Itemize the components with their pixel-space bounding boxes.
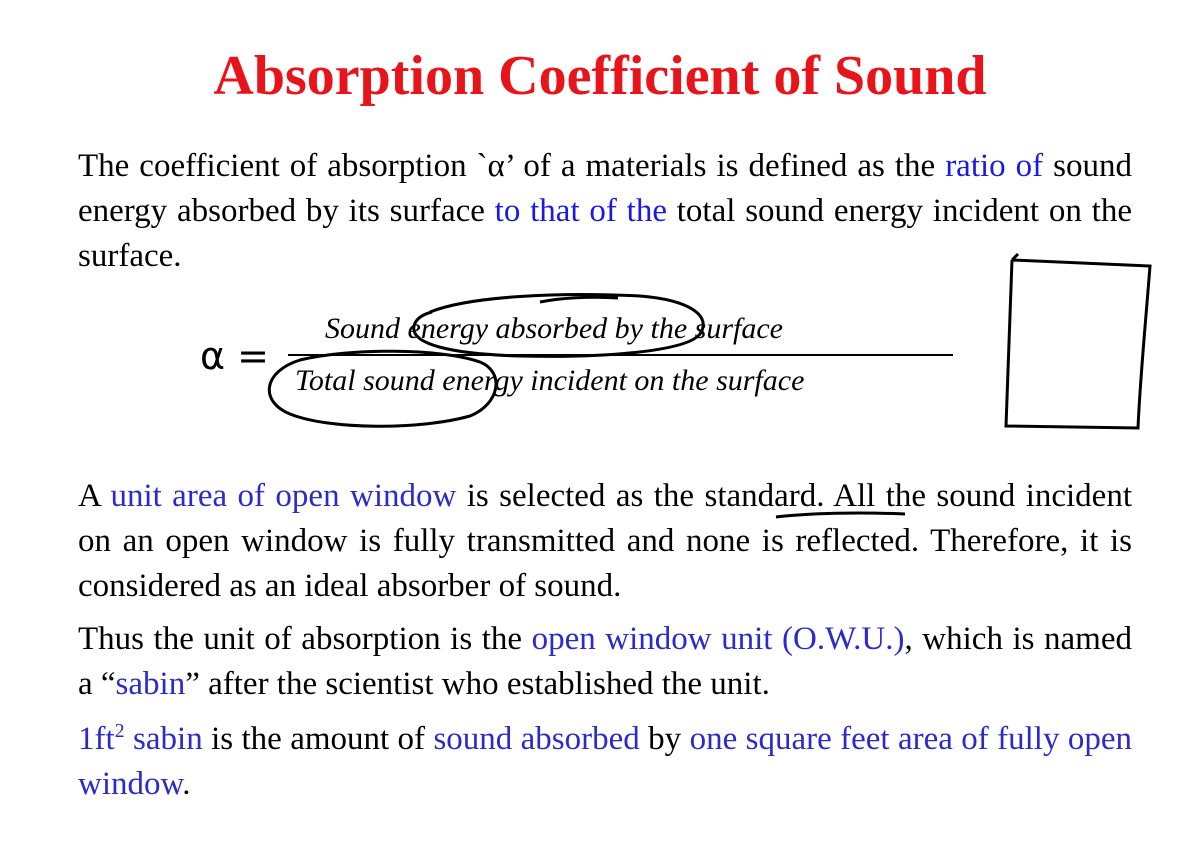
standard-highlight-window: unit area of open window (110, 478, 457, 514)
sabin-paragraph (78, 717, 1132, 807)
standard-text-2: is selected as the (456, 478, 705, 514)
standard-paragraph (78, 474, 1132, 609)
definition-text-2: sound energy absorbed by its surface (78, 148, 1132, 229)
alpha-symbol: α = (200, 334, 269, 378)
unit-highlight-owu: open window unit (O.W.U.) (531, 621, 905, 657)
alpha-formula (200, 298, 960, 428)
definition-paragraph (78, 144, 1132, 279)
standard-word: standard (704, 478, 817, 514)
unit-text-1: Thus the unit of absorption is the (78, 621, 532, 657)
unit-text-3: ” after the scientist who established the unit. (185, 666, 770, 702)
sabin-highlight-area: one square feet area of fully open window (78, 721, 1132, 802)
fraction-line (288, 354, 953, 356)
sabin-highlight-sabin: sabin (124, 721, 203, 757)
unit-text-2: , which is named a “ (78, 621, 1133, 702)
ink-rectangle (1006, 254, 1150, 428)
sabin-text-2: by (639, 721, 690, 757)
definition-highlight-that: to that of the (494, 193, 667, 229)
sabin-text-3: . (182, 766, 191, 802)
sabin-text-1: is the amount of (202, 721, 434, 757)
unit-highlight-sabin: sabin (115, 666, 186, 702)
definition-highlight-ratio: ratio of (945, 148, 1044, 184)
sabin-highlight-absorbed: sound absorbed (433, 721, 640, 757)
unit-paragraph (78, 617, 1132, 707)
formula-denominator: Total sound energy incident on the surface (295, 364, 805, 397)
slide-title: Absorption Coefficient of Sound (213, 45, 987, 107)
formula-numerator: Sound energy absorbed by the surface (325, 312, 783, 345)
sabin-superscript: 2 (114, 720, 125, 742)
standard-text-3: . All the sound incident on an open window is fully transmitted and none is reflected. Therefore, it is considered as an ideal absorber of sound. (78, 478, 1132, 604)
standard-text-1: A (78, 478, 111, 514)
definition-text-3: total sound energy incident on the surface. (78, 193, 1132, 274)
definition-text-1: The coefficient of absorption `α’ of a materials is defined as the (78, 148, 946, 184)
sabin-highlight-ft: 1ft (78, 721, 115, 757)
